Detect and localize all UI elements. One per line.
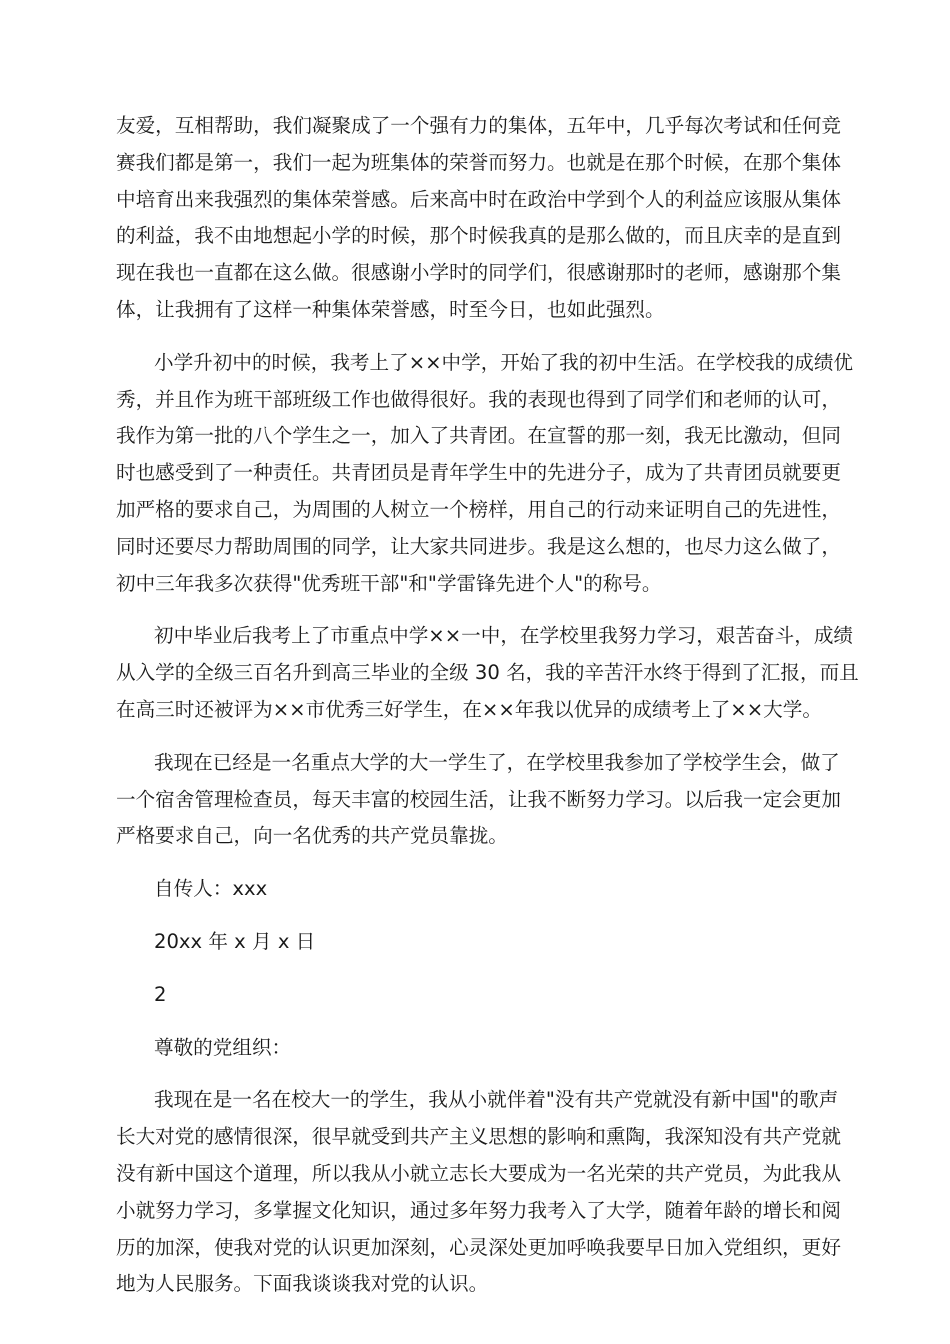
text-line: 中培育出来我强烈的集体荣誉感。后来高中时在政治中学到个人的利益应该服从集体 — [116, 187, 841, 211]
text-line: 从入学的全级三百名升到高三毕业的全级 30 名，我的辛苦汗水终于得到了汇报，而且 — [116, 661, 859, 685]
text-line: 我现在已经是一名重点大学的大一学生了，在学校里我参加了学校学生会，做了 — [154, 750, 840, 774]
text-line: 我作为第一批的八个学生之一，加入了共青团。在宣誓的那一刻，我无比激动，但同 — [116, 424, 841, 448]
text-line: 严格要求自己，向一名优秀的共产党员靠拢。 — [116, 824, 508, 848]
text-line: 赛我们都是第一，我们一起为班集体的荣誉而努力。也就是在那个时候，在那个集体 — [116, 150, 841, 174]
text-line: 体，让我拥有了这样一种集体荣誉感，时至今日，也如此强烈。 — [116, 297, 665, 321]
text-line: 在高三时还被评为××市优秀三好学生，在××年我以优异的成绩考上了××大学。 — [116, 697, 822, 721]
text-line: 秀，并且作为班干部班级工作也做得很好。我的表现也得到了同学们和老师的认可， — [116, 387, 841, 411]
text-line: 我现在是一名在校大一的学生，我从小就伴着"没有共产党就没有新中国"的歌声 — [154, 1088, 839, 1112]
signature-line: 自传人：xxx — [154, 877, 268, 901]
text-line: 小就努力学习，多掌握文化知识，通过多年努力我考入了大学，随着年龄的增长和阅 — [116, 1198, 841, 1222]
text-line: 长大对党的感情很深，很早就受到共产主义思想的影响和熏陶，我深知没有共产党就 — [116, 1125, 841, 1149]
paragraph-party-understanding — [116, 1082, 841, 1303]
text-line: 地为人民服务。下面我谈谈我对党的认识。 — [116, 1272, 489, 1296]
paragraph-junior-high — [116, 345, 854, 603]
paragraph-collective-honor — [116, 108, 841, 329]
text-line: 时也感受到了一种责任。共青团员是青年学生中的先进分子，成为了共青团员就要更 — [116, 461, 841, 485]
text-line: 初中三年我多次获得"优秀班干部"和"学雷锋先进个人"的称号。 — [116, 571, 662, 595]
section-number: 2 — [154, 982, 167, 1006]
paragraph-university — [116, 745, 841, 855]
document-page — [116, 108, 859, 1319]
text-line: 同时还要尽力帮助周围的同学，让大家共同进步。我是这么想的，也尽力这么做了， — [116, 534, 841, 558]
text-line: 现在我也一直都在这么做。很感谢小学时的同学们，很感谢那时的老师，感谢那个集 — [116, 261, 841, 285]
text-line: 初中毕业后我考上了市重点中学××一中，在学校里我努力学习，艰苦奋斗，成绩 — [154, 624, 854, 648]
date-line: 20xx 年 x 月 x 日 — [154, 929, 316, 953]
paragraph-senior-high — [116, 618, 859, 728]
text-line: 加严格的要求自己，为周围的人树立一个榜样，用自己的行动来证明自己的先进性， — [116, 497, 841, 521]
text-line: 小学升初中的时候，我考上了××中学，开始了我的初中生活。在学校我的成绩优 — [154, 350, 854, 374]
salutation: 尊敬的党组织： — [154, 1035, 292, 1059]
text-line: 一个宿舍管理检查员，每天丰富的校园生活，让我不断努力学习。以后我一定会更加 — [116, 787, 841, 811]
text-line: 历的加深，使我对党的认识更加深刻，心灵深处更加呼唤我要早日加入党组织，更好 — [116, 1235, 841, 1259]
text-line: 的利益，我不由地想起小学的时候，那个时候我真的是那么做的，而且庆幸的是直到 — [116, 224, 841, 248]
text-line: 没有新中国这个道理，所以我从小就立志长大要成为一名光荣的共产党员，为此我从 — [116, 1161, 841, 1185]
text-line: 友爱，互相帮助，我们凝聚成了一个强有力的集体，五年中，几乎每次考试和任何竞 — [116, 114, 841, 137]
